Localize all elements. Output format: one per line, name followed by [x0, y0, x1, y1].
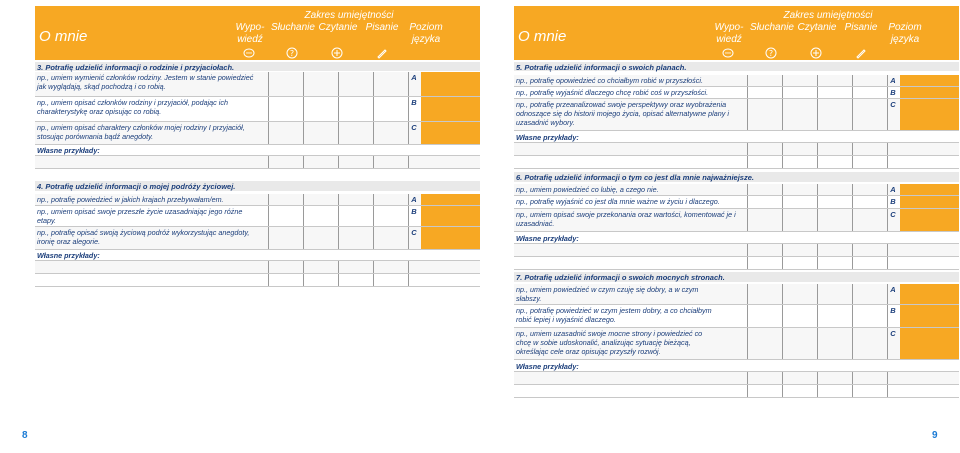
- level-c: C: [890, 210, 896, 219]
- page-title: O mnie: [39, 28, 88, 45]
- table-row: np., potrafię powiedzieć w czym jestem dobry, a co chciałbym robić lepiej i wyjaśnić dlaczego. B: [514, 305, 959, 328]
- ear-icon: [286, 47, 298, 59]
- level-cell[interactable]: [900, 196, 959, 208]
- level-c: C: [411, 228, 417, 237]
- own-example-row[interactable]: [514, 156, 959, 169]
- level-a: A: [411, 195, 417, 204]
- page-number-left: 8: [22, 430, 28, 441]
- own-examples-label: Własne przykłady:: [35, 250, 480, 261]
- speech-icon: [243, 47, 255, 59]
- col-writing: Pisanie: [844, 22, 878, 33]
- table-row: np., umiem opisać swoje przeszłe życie uzasadniając jego różne etapy. B: [35, 206, 480, 227]
- col-speaking: Wypo- wiedź: [235, 22, 265, 45]
- level-b: B: [890, 197, 896, 206]
- own-example-row[interactable]: [514, 385, 959, 398]
- level-b: B: [890, 88, 896, 97]
- level-cell[interactable]: [421, 227, 480, 249]
- own-example-row[interactable]: [514, 257, 959, 270]
- table-row: np., umiem opisać swoje przekonania oraz wartości, komentować je i uzasadniać. C: [514, 209, 959, 232]
- table-row: np., umiem powiedzieć co lubię, a czego nie. A: [514, 184, 959, 196]
- level-c: C: [411, 123, 417, 132]
- own-examples-label: Własne przykłady:: [514, 233, 959, 244]
- skills-range-heading: Zakres umiejętności: [304, 10, 394, 21]
- level-a: A: [890, 76, 896, 85]
- level-cell[interactable]: [421, 206, 480, 226]
- own-example-row[interactable]: [35, 274, 480, 287]
- level-cell[interactable]: [421, 122, 480, 144]
- section-3-title: 3. Potrafię udzielić informacji o rodzinie i przyjaciołach.: [35, 62, 480, 71]
- table-row: np., umiem wymienić członków rodziny. Jestem w stanie powiedzieć jak wyglądają, skąd pochodzą i co robią. A: [35, 72, 480, 97]
- table-row: np., potrafię wyjaśnić dlaczego chcę robić coś w przyszłości. B: [514, 87, 959, 99]
- page-number-right: 9: [932, 430, 938, 441]
- table-row: np., umiem uzasadnić swoje mocne strony i powiedzieć co chcę w sobie udoskonalić, analizując sytuację bieżącą, określając cele oraz opisując przyszły rozwój. C: [514, 328, 959, 360]
- level-cell[interactable]: [900, 284, 959, 304]
- own-example-row[interactable]: [514, 372, 959, 385]
- pencil-icon: [376, 47, 388, 59]
- table-header: [514, 6, 959, 60]
- pencil-icon: [855, 47, 867, 59]
- own-examples-label: Własne przykłady:: [514, 132, 959, 143]
- table-row: np., potrafię wyjaśnić co jest dla mnie ważne w życiu i dlaczego. B: [514, 196, 959, 209]
- level-cell[interactable]: [900, 209, 959, 231]
- level-cell[interactable]: [421, 194, 480, 205]
- col-language-level: Poziom języka: [888, 22, 922, 45]
- table-row: np., umiem opisać charaktery członków mojej rodziny I przyjaciół, stosując porównania bądź anegdoty. C: [35, 122, 480, 145]
- level-cell[interactable]: [900, 328, 959, 359]
- own-example-row[interactable]: [35, 156, 480, 169]
- svg-text:?: ?: [768, 49, 774, 58]
- col-writing: Pisanie: [365, 22, 399, 33]
- table-row: np., umiem opisać członków rodziny i przyjaciół, podając ich charakterystykę oraz opisując co robią. B: [35, 97, 480, 122]
- table-row: np., potrafię opowiedzieć co chciałbym robić w przyszłości. A: [514, 75, 959, 87]
- col-reading: Czytanie: [318, 22, 358, 33]
- table-row: np., potrafię opisać swoją życiową podróż wykorzystując anegdoty, ironię oraz alegorie. C: [35, 227, 480, 250]
- level-cell[interactable]: [421, 97, 480, 121]
- eye-icon: [810, 47, 822, 59]
- section-4-title: 4. Potrafię udzielić informacji o mojej podróży życiowej.: [35, 181, 480, 191]
- section-5-title: 5. Potrafię udzielić informacji o swoich planach.: [514, 62, 959, 71]
- own-example-row[interactable]: [514, 244, 959, 257]
- own-example-row[interactable]: [514, 143, 959, 156]
- level-cell[interactable]: [900, 75, 959, 86]
- col-speaking: Wypo- wiedź: [714, 22, 744, 45]
- speech-icon: [722, 47, 734, 59]
- level-b: B: [411, 207, 417, 216]
- skills-range-heading: Zakres umiejętności: [783, 10, 873, 21]
- level-cell[interactable]: [421, 72, 480, 96]
- own-examples-label: Własne przykłady:: [35, 145, 480, 156]
- table-row: np., potrafię powiedzieć w jakich krajach przebywałam/em. A: [35, 194, 480, 206]
- level-c: C: [890, 100, 896, 109]
- col-reading: Czytanie: [797, 22, 837, 33]
- col-listening: Słuchanie: [750, 22, 794, 33]
- page-title: O mnie: [518, 28, 567, 45]
- level-a: A: [411, 73, 417, 82]
- level-b: B: [890, 306, 896, 315]
- level-b: B: [411, 98, 417, 107]
- ear-icon: [765, 47, 777, 59]
- level-cell[interactable]: [900, 184, 959, 195]
- level-cell[interactable]: [900, 99, 959, 130]
- col-language-level: Poziom języka: [409, 22, 443, 45]
- col-listening: Słuchanie: [271, 22, 315, 33]
- level-a: A: [890, 185, 896, 194]
- section-7-title: 7. Potrafię udzielić informacji o swoich mocnych stronach.: [514, 272, 959, 282]
- table-row: np., umiem powiedzieć w czym czuję się dobry, a w czym słabszy. A: [514, 284, 959, 305]
- table-row: np., potrafię przeanalizować swoje perspektywy oraz wyobrażenia odnoszące się do historii mojego życia, opisać alternatywne plany i uzasadnić wybory. C: [514, 99, 959, 131]
- level-a: A: [890, 285, 896, 294]
- level-c: C: [890, 329, 896, 338]
- svg-text:?: ?: [289, 49, 295, 58]
- table-header: [35, 6, 480, 60]
- level-cell[interactable]: [900, 87, 959, 98]
- own-examples-label: Własne przykłady:: [514, 361, 959, 372]
- level-cell[interactable]: [900, 305, 959, 327]
- eye-icon: [331, 47, 343, 59]
- section-6-title: 6. Potrafię udzielić informacji o tym co jest dla mnie najważniejsze.: [514, 172, 959, 182]
- own-example-row[interactable]: [35, 261, 480, 274]
